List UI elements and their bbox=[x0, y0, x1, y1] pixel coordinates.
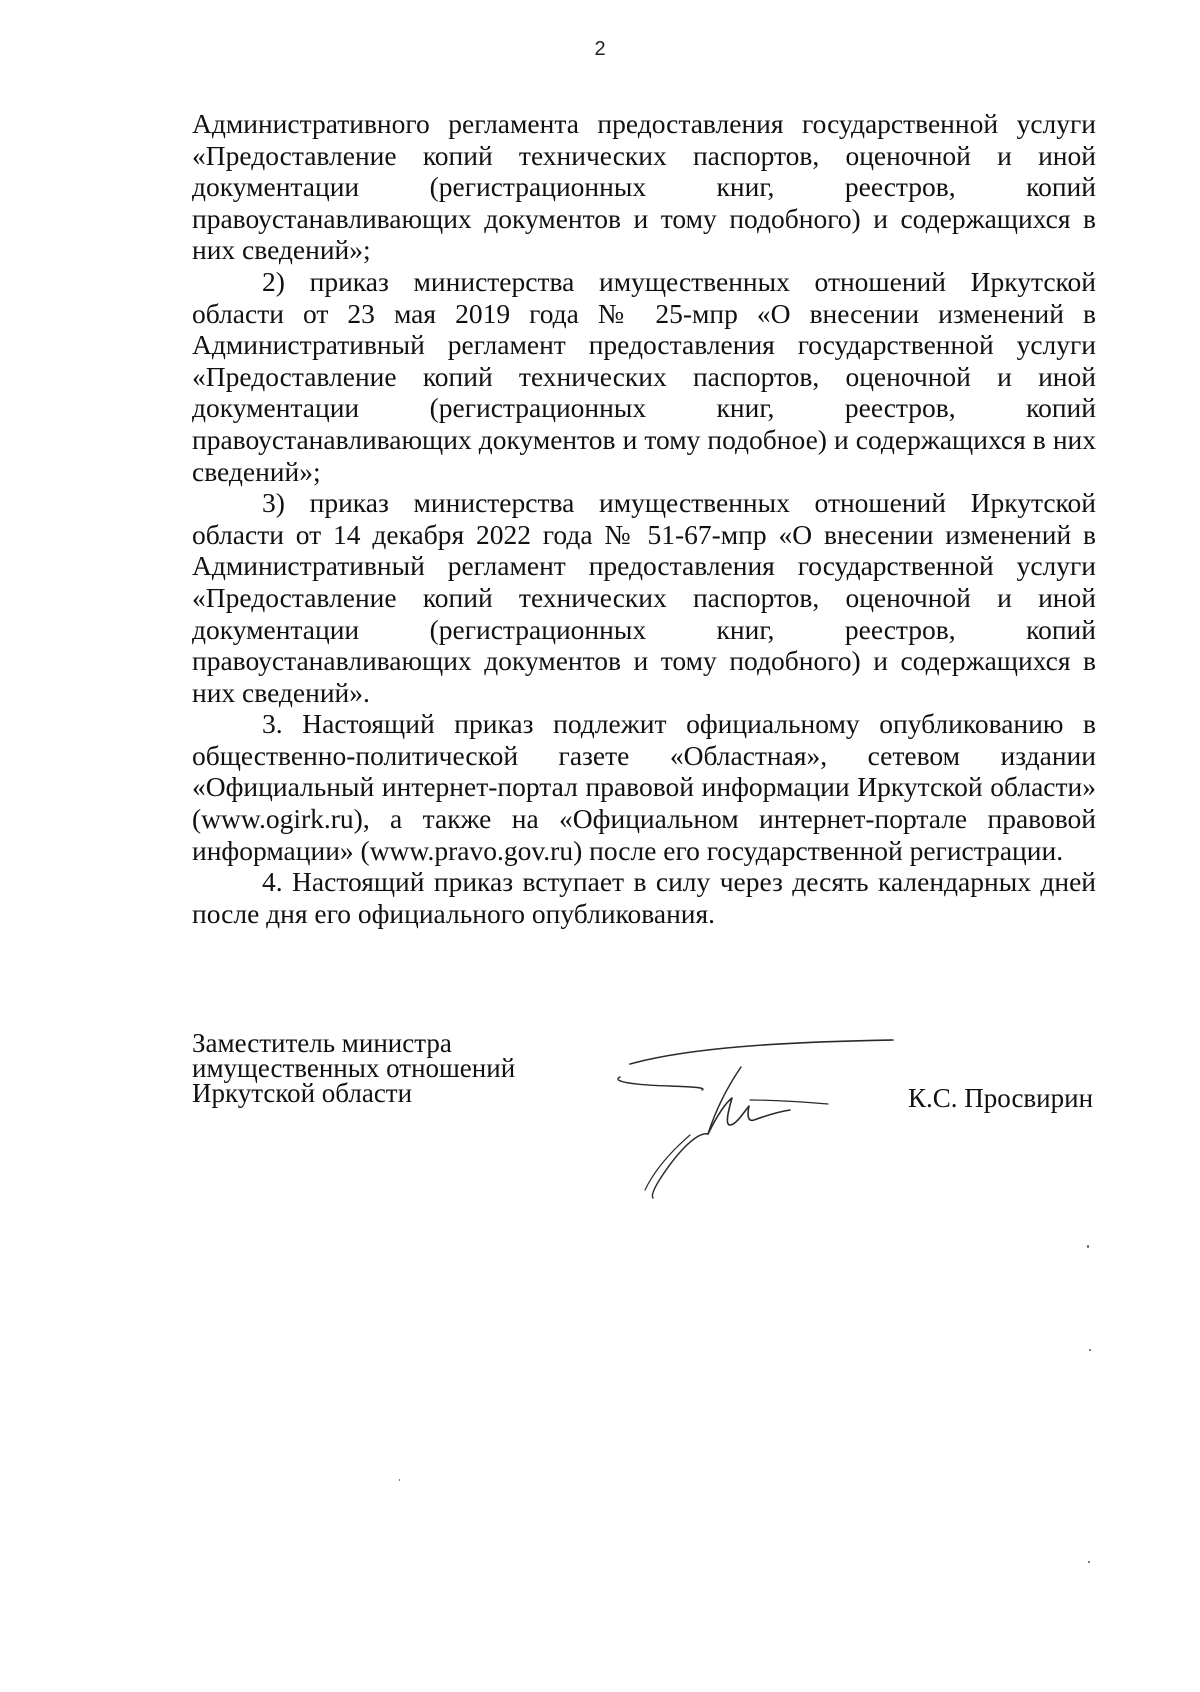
document-body bbox=[192, 108, 1096, 929]
handwritten-signature bbox=[598, 1034, 908, 1204]
signatory-position-line: имущественных отношений bbox=[192, 1053, 516, 1083]
body-paragraph: Административного регламента предоставления государственной услуги «Предоставление копий технических паспортов, оценочной и иной документации (регистрационных книг, реестров, копий правоустанавливающих документов и тому подобного) и содержащихся в них сведений»; bbox=[192, 108, 1096, 266]
signatory-position-line: Заместитель министра bbox=[192, 1028, 452, 1058]
signatory-name: К.С. Просвирин bbox=[908, 1083, 1094, 1113]
body-paragraph: 3) приказ министерства имущественных отношений Иркутской области от 14 декабря 2022 года № 51-67-мпр «О внесении изменений в Административный регламент предоставления государственной услуги «Предоставление копий технических паспортов, оценочной и иной документации (регистрационных книг, реестров, копий правоустанавливающих документов и тому подобного) и содержащихся в них сведений». bbox=[192, 487, 1096, 708]
scan-speck bbox=[399, 1479, 400, 1481]
scan-speck bbox=[1089, 1349, 1091, 1351]
scan-speck bbox=[1088, 1561, 1090, 1563]
body-paragraph: 3. Настоящий приказ подлежит официальному опубликованию в общественно-политической газете «Областная», сетевом издании «Официальный интернет-портал правовой информации Иркутской области» (www.ogirk.ru), а также на «Официальном интернет-портале правовой информации» (www.pravo.gov.ru) после его государственной регистрации. bbox=[192, 708, 1096, 866]
body-paragraph: 2) приказ министерства имущественных отношений Иркутской области от 23 мая 2019 года № 25-мпр «О внесении изменений в Административный регламент предоставления государственной услуги «Предоставление копий технических паспортов, оценочной и иной документации (регистрационных книг, реестров, копий правоустанавливающих документов и тому подобное) и содержащихся в них сведений»; bbox=[192, 265, 1096, 487]
signatory-position bbox=[192, 1028, 572, 1108]
signatory-position-line: Иркутской области bbox=[192, 1078, 413, 1108]
page-number: 2 bbox=[594, 38, 606, 60]
scan-speck bbox=[1087, 1245, 1089, 1248]
body-paragraph: 4. Настоящий приказ вступает в силу через десять календарных дней после дня его официального опубликования. bbox=[192, 866, 1096, 929]
